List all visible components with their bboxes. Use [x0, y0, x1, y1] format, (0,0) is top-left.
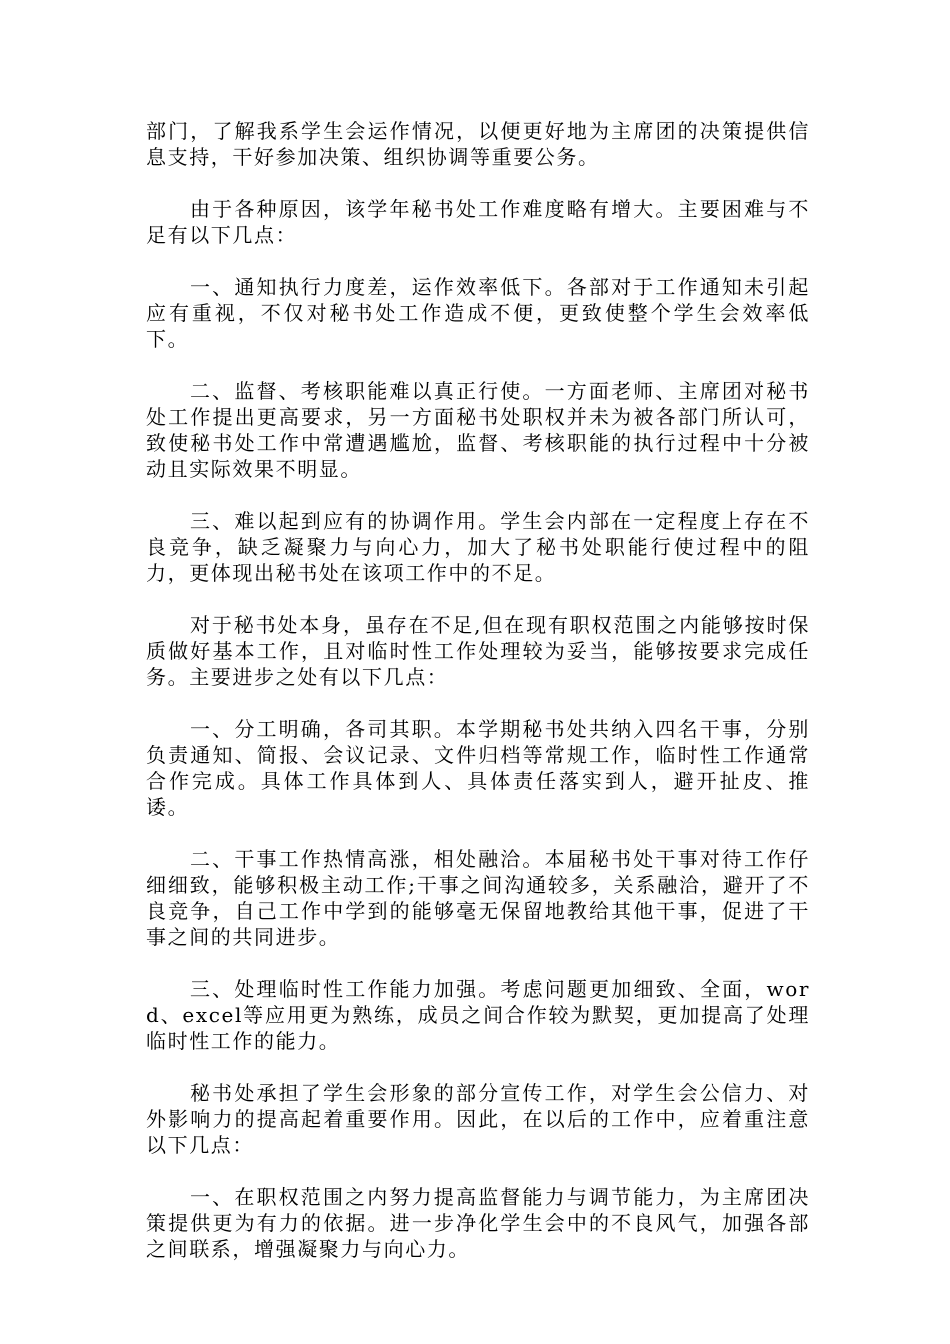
paragraph-future-intro: 秘书处承担了学生会形象的部分宣传工作，对学生会公信力、对外影响力的提高起着重要作用。因此，在以后的工作中，应着重注意以下几点： — [146, 1081, 810, 1157]
document-body — [146, 118, 810, 1288]
paragraph-progress-2: 二、干事工作热情高涨，相处融洽。本届秘书处干事对待工作仔细细致，能够积极主动工作;干事之间沟通较多，关系融洽，避开了不良竞争，自己工作中学到的能够毫无保留地教给其他干事，促进了干事之间的共同进步。 — [146, 847, 810, 949]
paragraph-progress-1: 一、分工明确，各司其职。本学期秘书处共纳入四名干事，分别负责通知、简报、会议记录、文件归档等常规工作，临时性工作通常合作完成。具体工作具体到人、具体责任落实到人，避开扯皮、推诿。 — [146, 717, 810, 819]
paragraph-difficulty-2: 二、监督、考核职能难以真正行使。一方面老师、主席团对秘书处工作提出更高要求，另一方面秘书处职权并未为被各部门所认可，致使秘书处工作中常遭遇尴尬，监督、考核职能的执行过程中十分被动且实际效果不明显。 — [146, 379, 810, 481]
paragraph-progress-intro: 对于秘书处本身，虽存在不足,但在现有职权范围之内能够按时保质做好基本工作，且对临时性工作处理较为妥当，能够按要求完成任务。主要进步之处有以下几点： — [146, 613, 810, 689]
paragraph-difficulty-1: 一、通知执行力度差，运作效率低下。各部对于工作通知未引起应有重视，不仅对秘书处工作造成不便，更致使整个学生会效率低下。 — [146, 275, 810, 351]
paragraph-future-1: 一、在职权范围之内努力提高监督能力与调节能力，为主席团决策提供更为有力的依据。进一步净化学生会中的不良风气，加强各部之间联系，增强凝聚力与向心力。 — [146, 1185, 810, 1261]
paragraph-difficulty-3: 三、难以起到应有的协调作用。学生会内部在一定程度上存在不良竞争，缺乏凝聚力与向心力，加大了秘书处职能行使过程中的阻力，更体现出秘书处在该项工作中的不足。 — [146, 509, 810, 585]
paragraph-difficulties-intro: 由于各种原因，该学年秘书处工作难度略有增大。主要困难与不足有以下几点： — [146, 197, 810, 247]
paragraph-continuation: 部门，了解我系学生会运作情况，以便更好地为主席团的决策提供信息支持，干好参加决策、组织协调等重要公务。 — [146, 119, 810, 169]
paragraph-progress-3: 三、处理临时性工作能力加强。考虑问题更加细致、全面，word、excel等应用更为熟练，成员之间合作较为默契，更加提高了处理临时性工作的能力。 — [146, 977, 810, 1053]
